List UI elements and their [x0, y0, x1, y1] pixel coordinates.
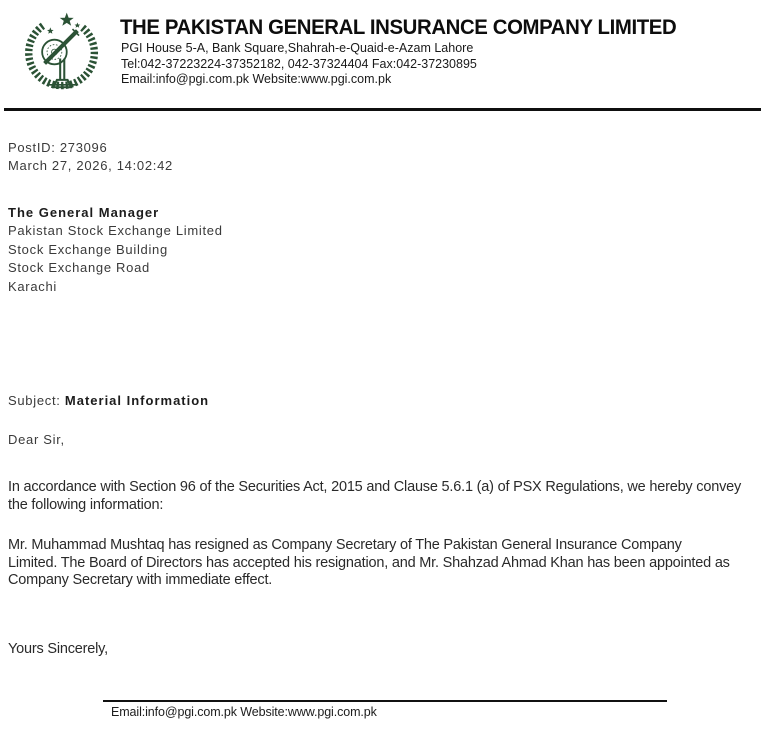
recipient-address — [8, 204, 223, 296]
company-email-website: Email:info@pgi.com.pk Website:www.pgi.com.pk — [121, 72, 392, 87]
footer-contact-line: Email:info@pgi.com.pk Website:www.pgi.com.pk — [111, 705, 377, 719]
post-id: PostID: 273096 — [8, 140, 108, 155]
footer-divider-rule — [103, 700, 667, 702]
company-phone-fax: Tel:042-37223224-37352182, 042-37324404 Fax:042-37230895 — [121, 56, 477, 71]
recipient-street: Stock Exchange Road — [8, 260, 150, 276]
letter-meta — [8, 139, 173, 176]
closing-salutation: Yours Sincerely, — [8, 641, 108, 657]
company-address: PGI House 5-A, Bank Square,Shahrah-e-Quaid-e-Azam Lahore — [121, 41, 474, 55]
pgi-emblem-icon — [20, 7, 102, 97]
company-contact-block — [121, 41, 477, 88]
letter-date: March 27, 2026, 14:02:42 — [8, 158, 173, 174]
salutation: Dear Sir, — [8, 432, 65, 447]
pgi-company-logo — [20, 7, 102, 97]
recipient-organization: Pakistan Stock Exchange Limited — [8, 223, 223, 239]
recipient-city: Karachi — [8, 278, 57, 294]
subject-label: Subject: — [8, 393, 65, 408]
body-paragraph-2: Mr. Muhammad Mushtaq has resigned as Company Secretary of The Pakistan General Insurance Company Limited. The Board of Directors has accepted his resignation, and Mr. Shahzad Ahmad Khan has been appointed as Company Secretary with immediate effect. — [8, 537, 730, 589]
subject-value: Material Information — [64, 393, 210, 408]
company-name: THE PAKISTAN GENERAL INSURANCE COMPANY LIMITED — [120, 16, 677, 39]
body-paragraph-1: In accordance with Section 96 of the Securities Act, 2015 and Clause 5.6.1 (a) of PSX Regulations, we hereby convey the following information: — [8, 479, 742, 513]
recipient-title: The General Manager — [8, 205, 160, 220]
header-divider-rule — [4, 108, 761, 111]
subject-line — [8, 392, 209, 410]
recipient-building: Stock Exchange Building — [8, 241, 168, 257]
